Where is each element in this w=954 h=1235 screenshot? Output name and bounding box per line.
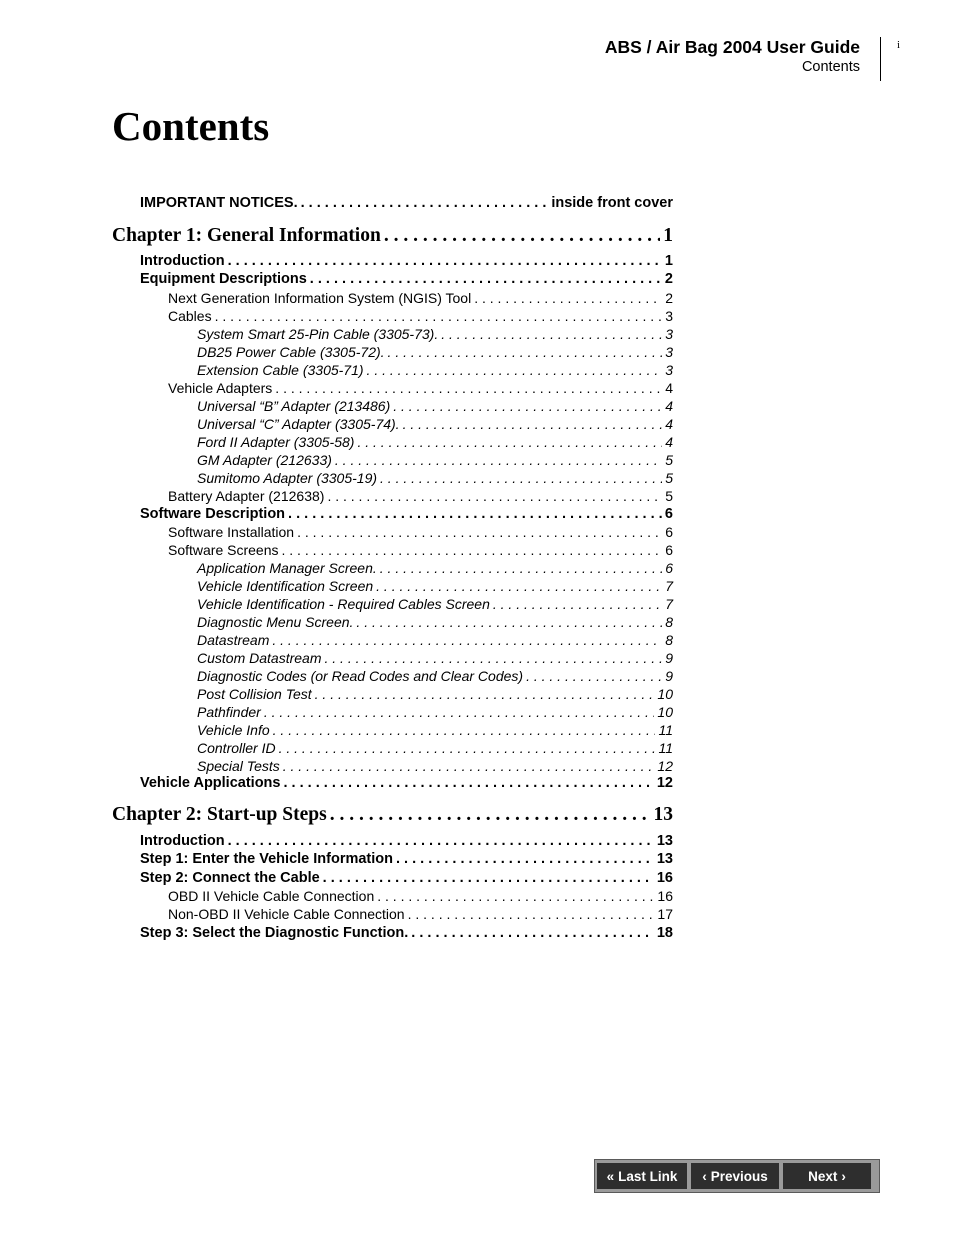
dot-leader [411, 925, 654, 941]
dot-leader [301, 195, 549, 211]
toc-entry-page: 2 [665, 290, 673, 306]
toc-entry-page: 5 [665, 470, 673, 486]
toc-entry-title: Vehicle Adapters [168, 380, 273, 396]
toc-entry[interactable] [197, 560, 673, 576]
dot-leader [327, 488, 662, 504]
page-number: i [897, 39, 901, 51]
last-link-button[interactable] [597, 1163, 687, 1189]
dot-leader [380, 560, 662, 576]
dot-leader [330, 804, 651, 826]
toc-entry-title: Introduction [140, 253, 225, 269]
dot-leader [273, 722, 656, 738]
toc-entry[interactable] [140, 506, 673, 522]
toc-entry-page: 5 [665, 452, 673, 468]
toc-entry[interactable] [197, 416, 673, 432]
toc-entry[interactable] [168, 524, 673, 540]
dot-leader [283, 775, 653, 791]
toc-entry-title: Vehicle Identification - Required Cables Screen [197, 596, 490, 612]
toc-entry[interactable] [197, 596, 673, 612]
toc-entry-page: 6 [665, 560, 673, 576]
last-link-label: Last Link [618, 1168, 678, 1184]
toc-entry-title: Step 2: Connect the Cable [140, 870, 320, 886]
toc-entry-title: Next Generation Information System (NGIS) Tool [168, 290, 472, 306]
toc-entry-page: 13 [656, 851, 673, 867]
toc-entry-title: Post Collision Test [197, 686, 312, 702]
toc-entry-title: Chapter 2: Start-up Steps [112, 804, 327, 825]
toc-entry-title: Vehicle Identification Screen [197, 578, 374, 594]
toc-entry[interactable] [197, 452, 673, 468]
chevron-right-icon: › [841, 1168, 846, 1184]
toc-entry-page: 1 [664, 253, 673, 269]
toc-entry[interactable] [168, 380, 673, 396]
dot-leader [380, 470, 662, 486]
toc-entry[interactable] [197, 722, 673, 738]
toc-entry[interactable] [197, 650, 673, 666]
dot-leader [357, 434, 662, 450]
toc-entry-page: 16 [656, 870, 673, 886]
toc-entry[interactable] [197, 362, 673, 378]
dot-leader [310, 271, 662, 287]
toc-entry-title: Battery Adapter (212638) [168, 488, 325, 504]
dot-leader [228, 833, 654, 849]
toc-entry[interactable] [140, 775, 673, 791]
toc-entry-title: Extension Cable (3305-71) [197, 362, 364, 378]
toc-entry-title: Vehicle Info [197, 722, 270, 738]
toc-entry-title: Controller ID [197, 740, 276, 756]
toc-entry-page: 4 [665, 416, 673, 432]
toc-entry-page: 6 [664, 506, 673, 522]
dot-leader [377, 888, 654, 904]
toc-entry[interactable] [140, 925, 673, 941]
dot-leader [441, 326, 662, 342]
toc-entry[interactable] [168, 906, 673, 922]
dot-leader [264, 704, 655, 720]
navigation-bar [594, 1159, 880, 1193]
toc-entry-page: 13 [653, 804, 673, 825]
toc-entry-page: 3 [665, 326, 673, 342]
toc-entry-page: 9 [665, 650, 673, 666]
toc-entry[interactable] [197, 758, 673, 774]
toc-entry-title: Application Manager Screen. [197, 560, 377, 576]
toc-entry-page: 16 [657, 888, 673, 904]
dot-leader [297, 524, 662, 540]
toc-entry-title: Pathfinder [197, 704, 261, 720]
toc-entry[interactable] [197, 578, 673, 594]
dot-leader [408, 906, 655, 922]
previous-button[interactable] [691, 1163, 779, 1189]
toc-entry-page: 4 [665, 434, 673, 450]
toc-entry-title: Software Installation [168, 524, 295, 540]
toc-entry-title: Ford II Adapter (3305-58) [197, 434, 355, 450]
toc-entry[interactable] [197, 326, 673, 342]
guide-title: ABS / Air Bag 2004 User Guide [604, 37, 860, 57]
dot-leader [282, 542, 663, 558]
toc-entry[interactable] [197, 668, 673, 684]
dot-leader [228, 253, 662, 269]
toc-entry-page: 3 [665, 362, 673, 378]
toc-entry-page: 3 [665, 344, 673, 360]
toc-entry-page: 18 [656, 925, 673, 941]
dot-leader [493, 596, 662, 612]
toc-entry-page: 13 [656, 833, 673, 849]
toc-entry-page: 17 [657, 906, 673, 922]
dot-leader [474, 290, 662, 306]
toc-entry-page: 10 [657, 686, 673, 702]
toc-entry-title: Introduction [140, 833, 225, 849]
dot-leader [215, 308, 663, 324]
dot-leader [356, 614, 662, 630]
toc-entry-page: inside front cover [551, 195, 673, 211]
toc-entry[interactable] [197, 614, 673, 630]
toc-entry-page: 11 [658, 740, 673, 756]
toc-entry-title: Software Screens [168, 542, 279, 558]
toc-entry[interactable] [197, 470, 673, 486]
toc-entry-title: Step 3: Select the Diagnostic Function. [140, 925, 409, 941]
toc-entry[interactable] [112, 225, 673, 247]
toc-entry[interactable] [168, 290, 673, 306]
toc-entry-page: 8 [665, 632, 673, 648]
next-label: Next [808, 1168, 838, 1184]
dot-leader [388, 344, 663, 360]
dot-leader [275, 380, 662, 396]
toc-entry[interactable] [168, 308, 673, 324]
dot-leader [367, 362, 663, 378]
toc-entry-title: Diagnostic Codes (or Read Codes and Clear Codes) [197, 668, 524, 684]
toc-entry[interactable] [140, 833, 673, 849]
toc-entry[interactable] [140, 195, 673, 211]
toc-entry-page: 10 [657, 704, 673, 720]
dot-leader [396, 851, 654, 867]
dot-leader [335, 452, 662, 468]
dot-leader [384, 225, 660, 247]
toc-entry[interactable] [197, 632, 673, 648]
double-chevron-left-icon: « [606, 1168, 615, 1184]
dot-leader [283, 758, 655, 774]
toc-entry-title: Special Tests [197, 758, 280, 774]
chevron-left-icon: ‹ [702, 1168, 707, 1184]
toc-entry[interactable] [140, 271, 673, 287]
toc-entry[interactable] [197, 398, 673, 414]
toc-entry-title: Datastream [197, 632, 270, 648]
toc-entry-page: 12 [656, 775, 673, 791]
toc-entry-page: 6 [665, 542, 673, 558]
toc-entry-page: 3 [665, 308, 673, 324]
toc-entry-title: GM Adapter (212633) [197, 452, 332, 468]
toc-entry-title: DB25 Power Cable (3305-72). [197, 344, 385, 360]
next-button[interactable] [783, 1163, 871, 1189]
toc-entry[interactable] [197, 686, 673, 702]
toc-entry[interactable] [140, 253, 673, 269]
dot-leader [376, 578, 662, 594]
toc-entry[interactable] [197, 704, 673, 720]
toc-entry[interactable] [197, 740, 673, 756]
toc-entry-title: Non-OBD II Vehicle Cable Connection [168, 906, 405, 922]
section-name: Contents [801, 59, 860, 75]
toc-entry-title: Vehicle Applications [140, 775, 281, 791]
dot-leader [324, 650, 662, 666]
toc-entry-title: Universal “B” Adapter (213486) [197, 398, 391, 414]
toc-entry-title: System Smart 25-Pin Cable (3305-73). [197, 326, 439, 342]
toc-entry-page: 12 [657, 758, 673, 774]
toc-entry-title: Diagnostic Menu Screen. [197, 614, 354, 630]
toc-entry-title: Cables [168, 308, 212, 324]
toc-entry-title: Sumitomo Adapter (3305-19) [197, 470, 378, 486]
toc-entry-title: Software Description [140, 506, 286, 522]
toc-entry-page: 11 [658, 722, 673, 738]
page-title: Contents [112, 103, 270, 149]
dot-leader [272, 632, 662, 648]
toc-entry[interactable] [197, 434, 673, 450]
toc-entry[interactable] [168, 542, 673, 558]
toc-entry-title: OBD II Vehicle Cable Connection [168, 888, 375, 904]
toc-entry-title: Chapter 1: General Information [112, 225, 381, 246]
toc-entry-page: 9 [665, 668, 673, 684]
dot-leader [315, 686, 655, 702]
toc-entry-page: 6 [665, 524, 673, 540]
toc-entry-title: Universal “C” Adapter (3305-74). [197, 416, 400, 432]
toc-entry[interactable] [140, 870, 673, 886]
toc-entry-page: 4 [665, 398, 673, 414]
dot-leader [288, 506, 662, 522]
toc-entry[interactable] [112, 804, 673, 826]
toc-entry-page: 4 [665, 380, 673, 396]
dot-leader [403, 416, 663, 432]
toc-entry-page: 1 [663, 225, 673, 246]
toc-entry[interactable] [197, 344, 673, 360]
toc-entry-page: 7 [665, 578, 673, 594]
toc-entry-title: IMPORTANT NOTICES. [140, 195, 298, 211]
toc-entry-page: 7 [665, 596, 673, 612]
dot-leader [279, 740, 656, 756]
dot-leader [323, 870, 654, 886]
toc-entry-title: Step 1: Enter the Vehicle Information [140, 851, 393, 867]
toc-entry-page: 8 [665, 614, 673, 630]
previous-label: Previous [710, 1168, 768, 1184]
toc-entry-title: Custom Datastream [197, 650, 322, 666]
toc-entry-title: Equipment Descriptions [140, 271, 307, 287]
toc-entry[interactable] [168, 488, 673, 504]
dot-leader [526, 668, 662, 684]
toc-entry-page: 2 [664, 271, 673, 287]
toc-entry[interactable] [140, 851, 673, 867]
toc-entry-page: 5 [665, 488, 673, 504]
dot-leader [393, 398, 662, 414]
toc-entry[interactable] [168, 888, 673, 904]
